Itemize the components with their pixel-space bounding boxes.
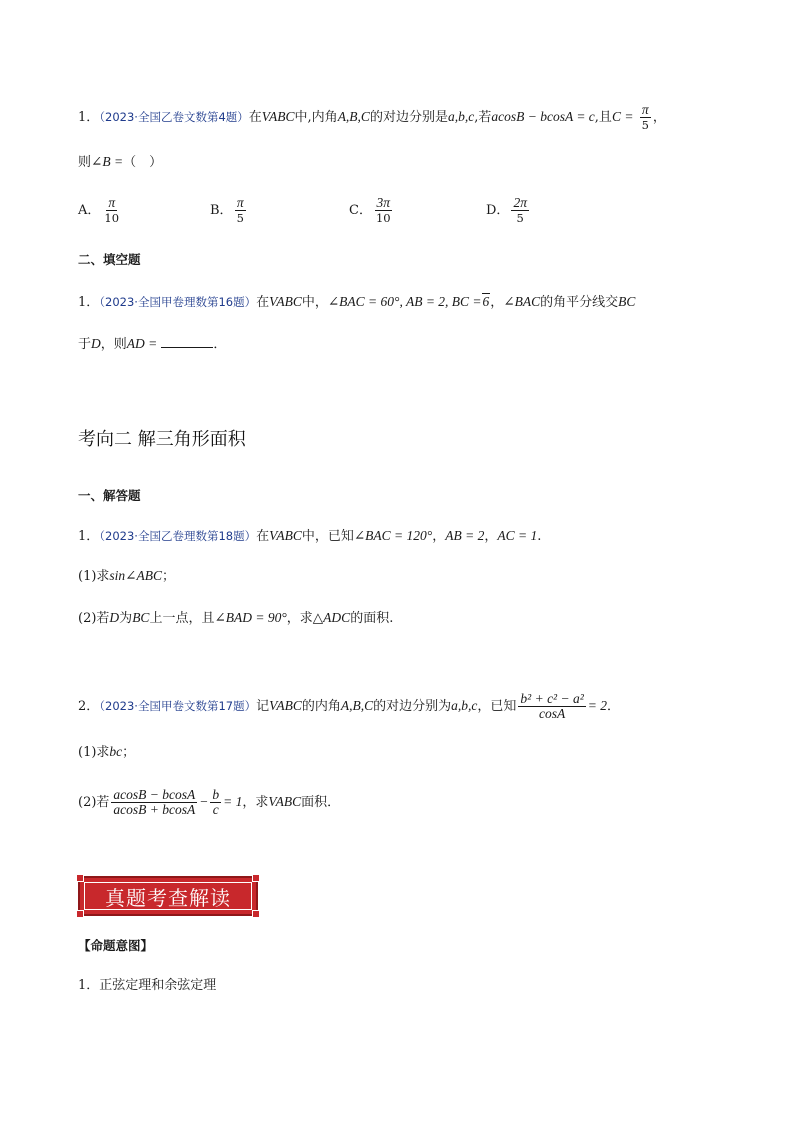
q1-option-d[interactable]: D． $\frac{2\pi}{5}$ bbox=[486, 195, 527, 225]
q3-number: 1． bbox=[78, 529, 100, 544]
q1-text: 则 bbox=[78, 155, 92, 170]
q1-text: ,且 bbox=[594, 110, 612, 125]
q3-part1: (1)求sin∠ABC； bbox=[78, 568, 176, 584]
q1-line1 bbox=[78, 103, 666, 132]
q1-option-c[interactable]: C． $\frac{3\pi}{10}$ bbox=[349, 195, 391, 225]
q1-sides: a,b,c bbox=[447, 109, 475, 124]
section-banner bbox=[78, 876, 258, 916]
q1-number: 1． bbox=[78, 110, 100, 125]
q4-line1: 2．（2023·全国甲卷文数第17题）记VABC的内角A,B,C的对边分别为a,b,c，已知 $\frac{\text{b² + c² − a²}}{\cos A}$ = 2． bbox=[78, 691, 621, 721]
q1-c-equation: C = bbox=[611, 109, 634, 124]
q2-number: 1． bbox=[78, 295, 100, 310]
q1-fraction: $\frac{\pi}{5}$ bbox=[641, 102, 649, 132]
q1-triangle: VABC bbox=[261, 109, 295, 124]
q4-part2: (2)若 $\frac{acosB - bcosA}{acosB + bcosA}$ − $\frac{b}{c}$ = 1，求VABC面积． bbox=[78, 787, 341, 817]
q1-angle-b: ∠B = bbox=[91, 154, 124, 169]
q2-sqrt: 6 bbox=[482, 294, 490, 309]
q2-line1: 1．（2023·全国甲卷理数第16题）在VABC中，∠BAC = 60°, AB = 2, BC =6，∠BAC的角平分线交BC bbox=[78, 294, 636, 310]
q4-source: （2023·全国甲卷文数第17题） bbox=[99, 699, 257, 713]
q4-fraction: $\frac{\text{b² + c² − a²}}{\cos A}$ bbox=[520, 691, 584, 721]
q2-line2: 于D，则AD = ． bbox=[78, 336, 227, 352]
q4-b-over-c: $\frac{b}{c}$ bbox=[212, 787, 220, 817]
answer-blank[interactable] bbox=[161, 335, 213, 348]
q1-text: ， bbox=[652, 110, 666, 125]
q3-part2: (2)若D为BC上一点，且∠BAD = 90°，求△ADC的面积. bbox=[78, 610, 394, 626]
intent-label: 【命题意图】 bbox=[78, 938, 154, 953]
banner-corner bbox=[252, 874, 260, 882]
q3-line1: 1．（2023·全国乙卷理数第18题）在VABC中，已知∠BAC = 120°，AB = 2，AC = 1. bbox=[78, 528, 542, 544]
banner-corner bbox=[252, 910, 260, 918]
q1-equation: acosB − bcosA = c bbox=[491, 109, 595, 124]
q4-number: 2． bbox=[78, 699, 100, 714]
q1-text: 中,内角 bbox=[294, 110, 338, 125]
section-heading-fill-in: 二、填空题 bbox=[78, 252, 141, 267]
banner-title: 真题考查解读 bbox=[105, 885, 231, 910]
q4-part2-fraction: $\frac{acosB - bcosA}{acosB + bcosA}$ bbox=[113, 787, 196, 817]
q1-option-a[interactable]: A． $\frac{\pi}{10}$ bbox=[78, 195, 120, 225]
q1-angles: A,B,C bbox=[337, 109, 370, 124]
q1-text: ,若 bbox=[474, 110, 492, 125]
q1-text: 的对边分别是 bbox=[369, 110, 448, 125]
q1-line2 bbox=[78, 152, 162, 173]
q2-source: （2023·全国甲卷理数第16题） bbox=[99, 295, 257, 309]
q1-source: （2023·全国乙卷文数第4题） bbox=[99, 110, 249, 124]
banner-corner bbox=[76, 910, 84, 918]
banner-corner bbox=[76, 874, 84, 882]
q1-option-b[interactable]: B． $\frac{\pi}{5}$ bbox=[210, 195, 244, 225]
intent-item-1: 1．正弦定理和余弦定理 bbox=[78, 978, 217, 993]
q1-answer-paren: （ ） bbox=[123, 155, 163, 170]
section-heading-solve: 一、解答题 bbox=[78, 488, 141, 503]
q2-conditions: ∠BAC = 60°, AB = 2, BC = bbox=[327, 294, 482, 309]
q3-source: （2023·全国乙卷理数第18题） bbox=[99, 529, 257, 543]
topic-title: 考向二 解三角形面积 bbox=[78, 429, 246, 450]
q1-text: 在 bbox=[248, 110, 262, 125]
q4-part1: (1)求bc； bbox=[78, 744, 136, 760]
